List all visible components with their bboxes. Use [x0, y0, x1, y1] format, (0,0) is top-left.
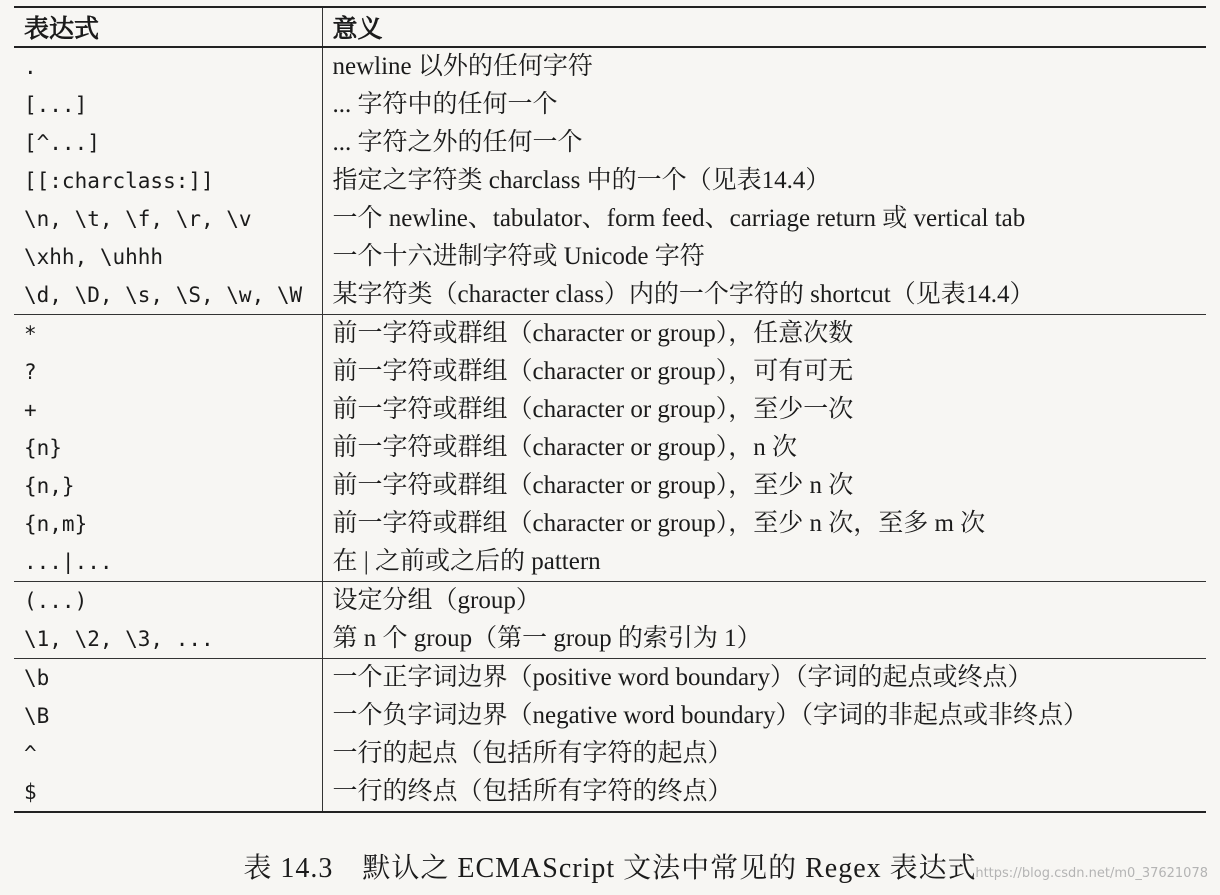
expression-cell: \B	[14, 697, 322, 735]
expression-cell: {n,m}	[14, 505, 322, 543]
table-row	[14, 47, 1206, 86]
expression-cell: \n, \t, \f, \r, \v	[14, 200, 322, 238]
table-row	[14, 353, 1206, 391]
meaning-cell: 一行的终点（包括所有字符的终点）	[322, 773, 1206, 812]
meaning-cell: 前一字符或群组（character or group），至少一次	[332, 396, 854, 423]
expression-cell: ^	[14, 735, 322, 773]
meaning-cell: 一个负字词边界（negative word boundary）（字词的非起点或非终点）	[332, 702, 1088, 729]
meaning-cell: ... 字符中的任何一个	[332, 91, 558, 118]
table-row	[14, 238, 1206, 276]
expression-cell: \xhh, \uhhh	[14, 238, 322, 276]
meaning-cell: 设定分组（group）	[322, 582, 1206, 621]
expression-cell: \d, \D, \s, \S, \w, \W	[14, 276, 322, 315]
expression-cell: \1, \2, \3, ...	[14, 620, 322, 659]
regex-table	[14, 6, 1206, 813]
table-row	[14, 200, 1206, 238]
meaning-cell: newline 以外的任何字符	[332, 53, 593, 80]
expression-cell: [^...]	[14, 124, 322, 162]
meaning-cell: 前一字符或群组（character or group），任意次数	[322, 315, 1206, 354]
table-row	[14, 315, 1206, 354]
expression-cell: $	[14, 773, 322, 812]
meaning-cell: 前一字符或群组（character or group），至少 n 次	[332, 472, 854, 499]
table-row	[14, 659, 1206, 698]
table-row	[14, 697, 1206, 735]
table-row	[14, 735, 1206, 773]
table-caption: 表 14.3 默认之 ECMAScript 文法中常见的 Regex 表达式	[243, 853, 977, 884]
meaning-cell: 一行的起点（包括所有字符的起点）	[332, 740, 733, 767]
meaning-cell: ... 字符之外的任何一个	[332, 129, 583, 156]
meaning-cell: 第 n 个 group（第一 group 的索引为 1）	[332, 625, 762, 652]
expression-header: 表达式	[14, 7, 322, 47]
meaning-cell: 某字符类（character class）内的一个字符的 shortcut（见表14.4）	[332, 281, 1035, 308]
meaning-cell: 一个十六进制字符或 Unicode 字符	[332, 243, 705, 270]
expression-cell: ...|...	[14, 543, 322, 582]
table-row	[14, 429, 1206, 467]
table-row	[14, 582, 1206, 621]
table-row	[14, 773, 1206, 812]
expression-cell: {n,}	[14, 467, 322, 505]
expression-cell: [[:charclass:]]	[14, 162, 322, 200]
expression-cell: ?	[14, 353, 322, 391]
table-row	[14, 467, 1206, 505]
meaning-cell: 前一字符或群组（character or group），至少 n 次，至多 m 次	[332, 510, 986, 537]
table-row	[14, 162, 1206, 200]
row-group-quantifiers	[14, 315, 1206, 582]
meaning-cell: 一个正字词边界（positive word boundary）（字词的起点或终点）	[322, 659, 1206, 698]
expression-cell: (...)	[14, 582, 322, 621]
meaning-cell: 前一字符或群组（character or group），n 次	[332, 434, 797, 461]
table-row	[14, 620, 1206, 659]
table-row	[14, 543, 1206, 582]
table-row	[14, 276, 1206, 315]
table-row	[14, 86, 1206, 124]
table-row	[14, 124, 1206, 162]
expression-cell: [...]	[14, 86, 322, 124]
meaning-cell: 指定之字符类 charclass 中的一个（见表14.4）	[332, 167, 831, 194]
meaning-cell: 在 | 之前或之后的 pattern	[332, 548, 601, 575]
header-row	[14, 7, 1206, 47]
expression-cell: \b	[14, 659, 322, 698]
expression-cell: {n}	[14, 429, 322, 467]
row-group-anchors	[14, 659, 1206, 813]
row-group-grouping	[14, 582, 1206, 659]
watermark: https://blog.csdn.net/m0_37621078	[975, 866, 1208, 881]
expression-cell: *	[14, 315, 322, 354]
meaning-header: 意义	[322, 7, 1206, 47]
table-row	[14, 505, 1206, 543]
row-group-characters	[14, 47, 1206, 315]
expression-cell: +	[14, 391, 322, 429]
meaning-cell: 前一字符或群组（character or group），可有可无	[332, 358, 854, 385]
meaning-cell: 一个 newline、tabulator、form feed、carriage return 或 vertical tab	[332, 205, 1026, 232]
expression-cell: .	[14, 47, 322, 86]
table-row	[14, 391, 1206, 429]
